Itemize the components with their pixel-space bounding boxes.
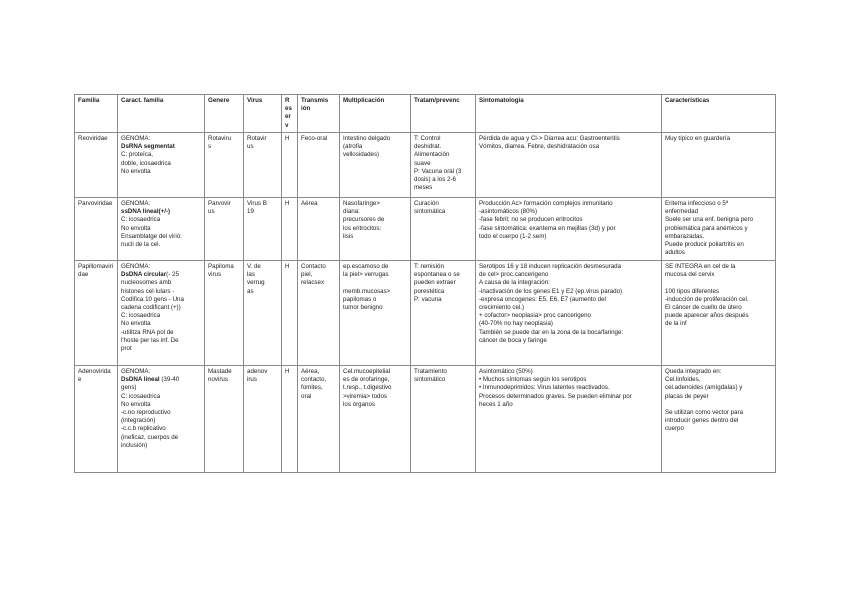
col-header-transmision: Transmis ión [298,95,340,133]
cell-tratam: T: remisión espontanea o se pueden extraer porestética P: vacuna [411,261,476,366]
col-header-genere: Genere [205,95,244,133]
cell-familia: Parvoviridae [75,198,118,261]
cell-virus: Virus B 19 [244,198,282,261]
cell-caract-familia [118,198,205,261]
cell-sintomatologia: Producción Ac> formación complejos inmunitario -asintomáticos (80%) -fase febril: no se producen eritrocitos -fase sintomática: exantema en mejillas (3d) y por todo el cuerpo (1-2 sem) [476,198,662,261]
cell-sintomatologia: Asintomático (50%) • Muchos síntomas según los serotipos • Inmunodeprimidos: Virus latentes reactivados. Procesos determinados graves. Se pueden eliminar por heces 1 año [476,366,662,473]
genome-details: C: icosaedrica No envolta Ensamblatge del virió: nucli de la cel. [121,216,182,249]
cell-caracteristicas: Muy típico en guardería [662,133,776,198]
cell-multiplicacion: Nasofaringe> diana: precursores de los eritrocitos: lisis [340,198,411,261]
col-header-multiplicacion: Multiplicación [340,95,411,133]
cell-caract-familia [118,261,205,366]
col-header-tratam: Tratam/prevenc [411,95,476,133]
table-row [75,366,776,473]
cell-transmision: Contacto piel, relacsex [298,261,340,366]
cell-genere: Papiloma virus [205,261,244,366]
cell-genere: Rotaviru s [205,133,244,198]
genome-type: DsDNA circular [121,271,167,279]
cell-reserv: H [282,133,298,198]
cell-transmision: Aérea [298,198,340,261]
col-header-sintomatologia: Sintomatología [476,95,662,133]
cell-caracteristicas: SE INTEGRA en cel de la mucosa del cervix 100 tipos diferentes -inducción de proliferación cel. El cáncer de cuello de útero puede aparecer años después de la inf [662,261,776,366]
col-header-virus: Virus [244,95,282,133]
cell-reserv: H [282,366,298,473]
cell-caract-familia [118,366,205,473]
cell-genere: Mastade novirus [205,366,244,473]
genome-type: ssDNA lineal(+/-) [121,208,171,216]
cell-caracteristicas: Eritema infeccioso o 5ª enfermedad Suele ser una enf. benigna pero problemática para anémicos y embarazadas. Puede producir poliartritis en adultos [662,198,776,261]
genome-type: DsDNA lineal [121,376,160,384]
cell-multiplicacion: ep.escamoso de la piel> verrugas memb.mucosas> papilomas o tumor benigno [340,261,411,366]
cell-virus: V. de las verrug as [244,261,282,366]
col-header-reserv: R es er v [282,95,298,133]
cell-tratam: T: Control deshidrat. Alimentación suave P: Vacuna oral (3 dosis) a los 2-6 meses [411,133,476,198]
cell-familia: Papillomaviridae [75,261,118,366]
cell-familia: Adenoviridae [75,366,118,473]
cell-virus: Rotavir us [244,133,282,198]
cell-reserv: H [282,261,298,366]
col-header-caract-familia: Caract. familia [118,95,205,133]
col-header-caracteristicas: Características [662,95,776,133]
header-row [75,95,776,133]
cell-caract-familia [118,133,205,198]
genome-label: GENOMA: [121,263,151,270]
genome-details: C: proteïca, doble, icosaedrica No envolta [121,151,171,175]
cell-sintomatologia: Pérdida de agua y Cl-> Diarrea acu: Gastroenteritis Vómitos, diarrea. Febre, deshidratación osa [476,133,662,198]
genome-details: (39-40 gens) C: icosaedrica No envolta -c.no reproductivo (integración) -c.c.b replicativo (ineficaz, cuerpos de inclusión) [121,376,180,449]
virus-families-table [74,94,776,473]
col-header-familia: Familia [75,95,118,133]
table-row [75,198,776,261]
cell-familia: Reoviridae [75,133,118,198]
cell-tratam: Tratamiento sintomático [411,366,476,473]
cell-multiplicacion: Cel.mucoepitelial es de orofaringe, t.resp., t.digestivo >viremia> todos los órganos [340,366,411,473]
cell-transmision: Aérea, contacto, fomites, oral [298,366,340,473]
cell-transmision: Feco-oral [298,133,340,198]
table-row [75,133,776,198]
genome-details: (- 25 nucleosomes amb histones cel·lulars - Codifica 10 gens - Una cadena codificant (+)) C: icosaedrica No envolta -utilitza RNA pol de l'hoste per las inf. De prot [121,271,184,353]
cell-tratam: Curación sintomática [411,198,476,261]
cell-virus: adenov irus [244,366,282,473]
cell-genere: Parvovir us [205,198,244,261]
genome-label: GENOMA: [121,200,151,207]
table-row [75,261,776,366]
genome-label: GENOMA: [121,368,151,375]
cell-reserv: H [282,198,298,261]
genome-label: GENOMA: [121,135,151,142]
cell-multiplicacion: Intestino delgado (atrofia vellosidades) [340,133,411,198]
cell-caracteristicas: Queda integrado en: Cel.linfoides, cel.adenoides (amígdalas) y placas de peyer Se utilizan como vector para introducir genes dentro del cuerpo [662,366,776,473]
genome-type: DsRNA segmentat [121,143,175,151]
cell-sintomatologia: Serotipos 16 y 18 inducen replicación desmesurada de cel> proc.cancerigeno A causa de la integración: -inactivación de los genes E1 y E2 (ep.virus parado) -expresa oncogenes: E5, E6, E7 (aumento del crecimiento cel.) + cofactor> neoplasia> proc cancerigeno (40-70% no hay neoplasia) También se puede dar en la zona de la boca/faringe: cáncer de boca y faringe [476,261,662,366]
